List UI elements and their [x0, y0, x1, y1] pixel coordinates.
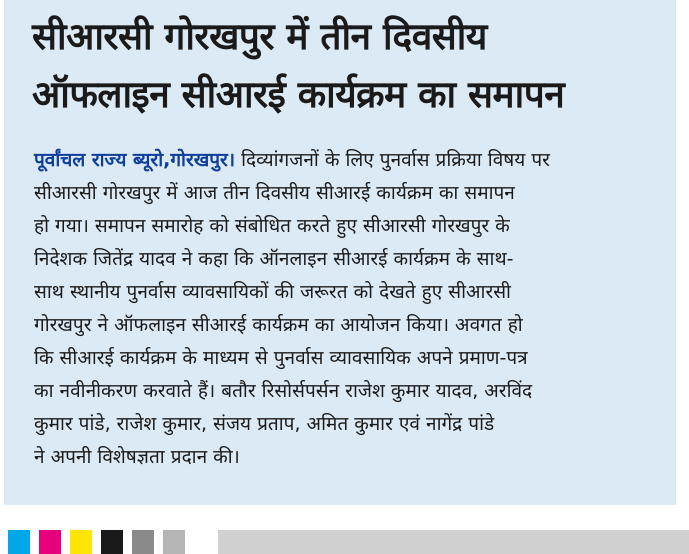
body-line-text: दिव्यांगजनों के लिए पुनर्वास प्रक्रिया विषय पर: [235, 149, 550, 171]
swatch-magenta: [39, 530, 61, 554]
headline: [32, 8, 672, 124]
headline-line-1: सीआरसी गोरखपुर में तीन दिवसीय: [32, 15, 487, 58]
body-line: हो गया। समापन समारोह को संबोधित करते हुए सीआरसी गोरखपुर के: [34, 215, 510, 237]
gray-bar: [218, 530, 689, 554]
body-line: निदेशक जितेंद्र यादव ने कहा कि ऑनलाइन सीआरई कार्यक्रम के साथ-: [34, 248, 514, 270]
swatch-light-gray: [163, 530, 185, 554]
swatch-dark-gray: [132, 530, 154, 554]
body-line: सीआरसी गोरखपुर में आज तीन दिवसीय सीआरई कार्यक्रम का समापन: [34, 182, 515, 204]
swatch-cyan: [8, 530, 30, 554]
body-line: गोरखपुर ने ऑफलाइन सीआरई कार्यक्रम का आयोजन किया। अवगत हो: [34, 314, 523, 336]
headline-line-2: ऑफलाइन सीआरई कार्यक्रम का समापन: [32, 73, 565, 116]
body-line: कुमार पांडे, राजेश कुमार, संजय प्रताप, अमित कुमार एवं नागेंद्र पांडे: [34, 413, 495, 435]
body-line: कि सीआरई कार्यक्रम के माध्यम से पुनर्वास व्यावसायिक अपने प्रमाण-पत्र: [34, 347, 528, 369]
article-body: [34, 144, 658, 474]
color-calibration-swatches: [8, 530, 185, 554]
body-line: का नवीनीकरण करवाते हैं। बतौर रिसोर्सपर्सन राजेश कुमार यादव, अरविंद: [34, 380, 533, 402]
swatch-yellow: [70, 530, 92, 554]
news-clipping: [4, 0, 676, 505]
dateline: पूर्वांचल राज्य ब्यूरो,गोरखपुर।: [34, 149, 236, 171]
swatch-black: [101, 530, 123, 554]
body-line: ने अपनी विशेषज्ञता प्रदान की।: [34, 446, 240, 468]
body-line: [34, 144, 658, 177]
body-line: साथ स्थानीय पुनर्वास व्यावसायिकों की जरूरत को देखते हुए सीआरसी: [34, 281, 511, 303]
